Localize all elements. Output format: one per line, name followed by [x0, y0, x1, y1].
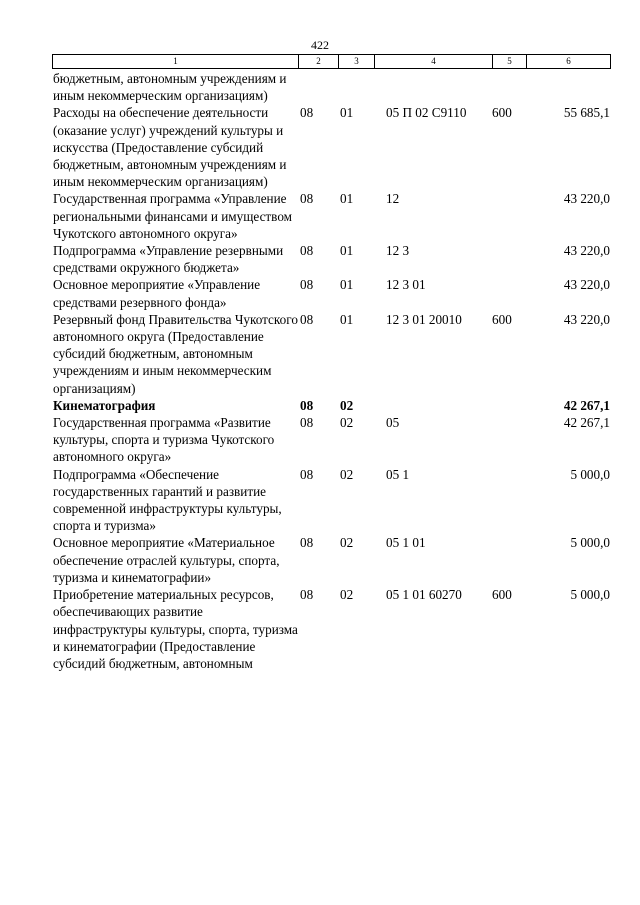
header-row [53, 55, 611, 69]
row-section-code: 08 [300, 397, 314, 413]
table-row [52, 534, 610, 586]
table-row [52, 414, 610, 466]
row-name: Резервный фонд Правительства Чукотского автономного округа (Предоставление субсидий бюджетным, автономным учреждениям и иным некоммерческим организациям) [53, 311, 298, 396]
header-cell: 3 [339, 55, 375, 69]
row-expense-type [492, 70, 526, 104]
row-amount: 42 267,1 [563, 415, 610, 431]
row-expense-type [492, 466, 526, 535]
header-cell: 4 [375, 55, 493, 69]
header-cell: 2 [299, 55, 339, 69]
row-name: Государственная программа «Развитие культуры, спорта и туризма Чукотского автономного округа» [53, 415, 275, 465]
row-subsection-code: 02 [340, 397, 354, 413]
row-section-code: 08 [300, 191, 314, 207]
table-row [52, 586, 610, 672]
budget-table [52, 70, 610, 672]
header-cell: 6 [527, 55, 611, 69]
row-target-code: 05 П 02 С9110 [386, 105, 467, 121]
row-amount: 5 000,0 [570, 466, 610, 482]
row-expense-type [492, 190, 526, 242]
row-section-code [298, 70, 338, 104]
row-target-code: 05 1 01 [386, 535, 426, 551]
row-section-code: 08 [300, 243, 314, 259]
row-name: бюджетным, автономным учреждениям и иным некоммерческим организациям) [53, 71, 287, 104]
row-name: Кинематография [53, 397, 156, 413]
row-expense-type [492, 276, 526, 310]
row-name: Расходы на обеспечение деятельности (оказание услуг) учреждений культуры и искусства (Предоставление субсидий бюджетным, автономным учреждениям и иным некоммерческим организациям) [53, 105, 287, 190]
row-section-code: 08 [300, 535, 314, 551]
table-row [52, 311, 610, 397]
row-name: Государственная программа «Управление региональными финансами и имуществом Чукотского автономного округа» [53, 191, 293, 241]
row-amount [526, 70, 610, 104]
row-subsection-code [338, 70, 374, 104]
row-section-code: 08 [300, 587, 314, 603]
row-amount: 55 685,1 [563, 105, 610, 121]
row-subsection-code: 01 [340, 311, 354, 327]
row-amount: 5 000,0 [570, 587, 610, 603]
row-amount: 43 220,0 [563, 191, 610, 207]
row-subsection-code: 02 [340, 587, 354, 603]
header-cell: 1 [53, 55, 299, 69]
row-subsection-code: 01 [340, 243, 354, 259]
row-expense-type: 600 [492, 105, 512, 121]
row-amount: 43 220,0 [563, 311, 610, 327]
row-expense-type: 600 [492, 311, 512, 327]
row-target-code: 05 1 [386, 466, 410, 482]
row-section-code: 08 [300, 311, 314, 327]
row-subsection-code: 02 [340, 415, 354, 431]
row-target-code: 12 3 01 20010 [386, 311, 462, 327]
row-expense-type [492, 397, 526, 414]
row-name: Основное мероприятие «Материальное обеспечение отраслей культуры, спорта, туризма и кинематографии» [53, 535, 280, 585]
row-target-code: 05 [386, 415, 400, 431]
table-row [52, 104, 610, 190]
row-target-code [374, 397, 492, 414]
row-target-code [374, 70, 492, 104]
row-section-code: 08 [300, 466, 314, 482]
row-subsection-code: 01 [340, 277, 354, 293]
table-row [52, 190, 610, 242]
row-expense-type [492, 534, 526, 586]
page-number: 422 [311, 38, 329, 52]
row-amount: 43 220,0 [563, 277, 610, 293]
row-section-code: 08 [300, 277, 314, 293]
row-name: Подпрограмма «Управление резервными средствами окружного бюджета» [53, 243, 284, 276]
row-subsection-code: 02 [340, 535, 354, 551]
row-amount: 43 220,0 [563, 243, 610, 259]
row-amount: 5 000,0 [570, 535, 610, 551]
header-cell: 5 [493, 55, 527, 69]
row-amount: 42 267,1 [563, 397, 610, 413]
row-section-code: 08 [300, 105, 314, 121]
row-name: Основное мероприятие «Управление средствами резервного фонда» [53, 277, 261, 310]
row-expense-type: 600 [492, 587, 512, 603]
table-row [52, 276, 610, 310]
row-subsection-code: 01 [340, 191, 354, 207]
row-name: Подпрограмма «Обеспечение государственных гарантий и развитие современной инфраструктуры культуры, спорта и туризма» [53, 466, 282, 534]
row-target-code: 12 [386, 191, 400, 207]
table-row [52, 242, 610, 276]
row-expense-type [492, 242, 526, 276]
row-subsection-code: 01 [340, 105, 354, 121]
table-row [52, 70, 610, 104]
row-expense-type [492, 414, 526, 466]
column-number-header [52, 54, 611, 69]
table-row [52, 466, 610, 535]
row-section-code: 08 [300, 415, 314, 431]
row-name: Приобретение материальных ресурсов, обеспечивающих развитие инфраструктуры культуры, спорта, туризма и кинематографии (Предоставление субсидий бюджетным, автономным [53, 587, 298, 671]
table-row [52, 397, 610, 414]
row-target-code: 05 1 01 60270 [386, 587, 462, 603]
row-target-code: 12 3 01 [386, 277, 426, 293]
row-subsection-code: 02 [340, 466, 354, 482]
row-target-code: 12 3 [386, 243, 410, 259]
